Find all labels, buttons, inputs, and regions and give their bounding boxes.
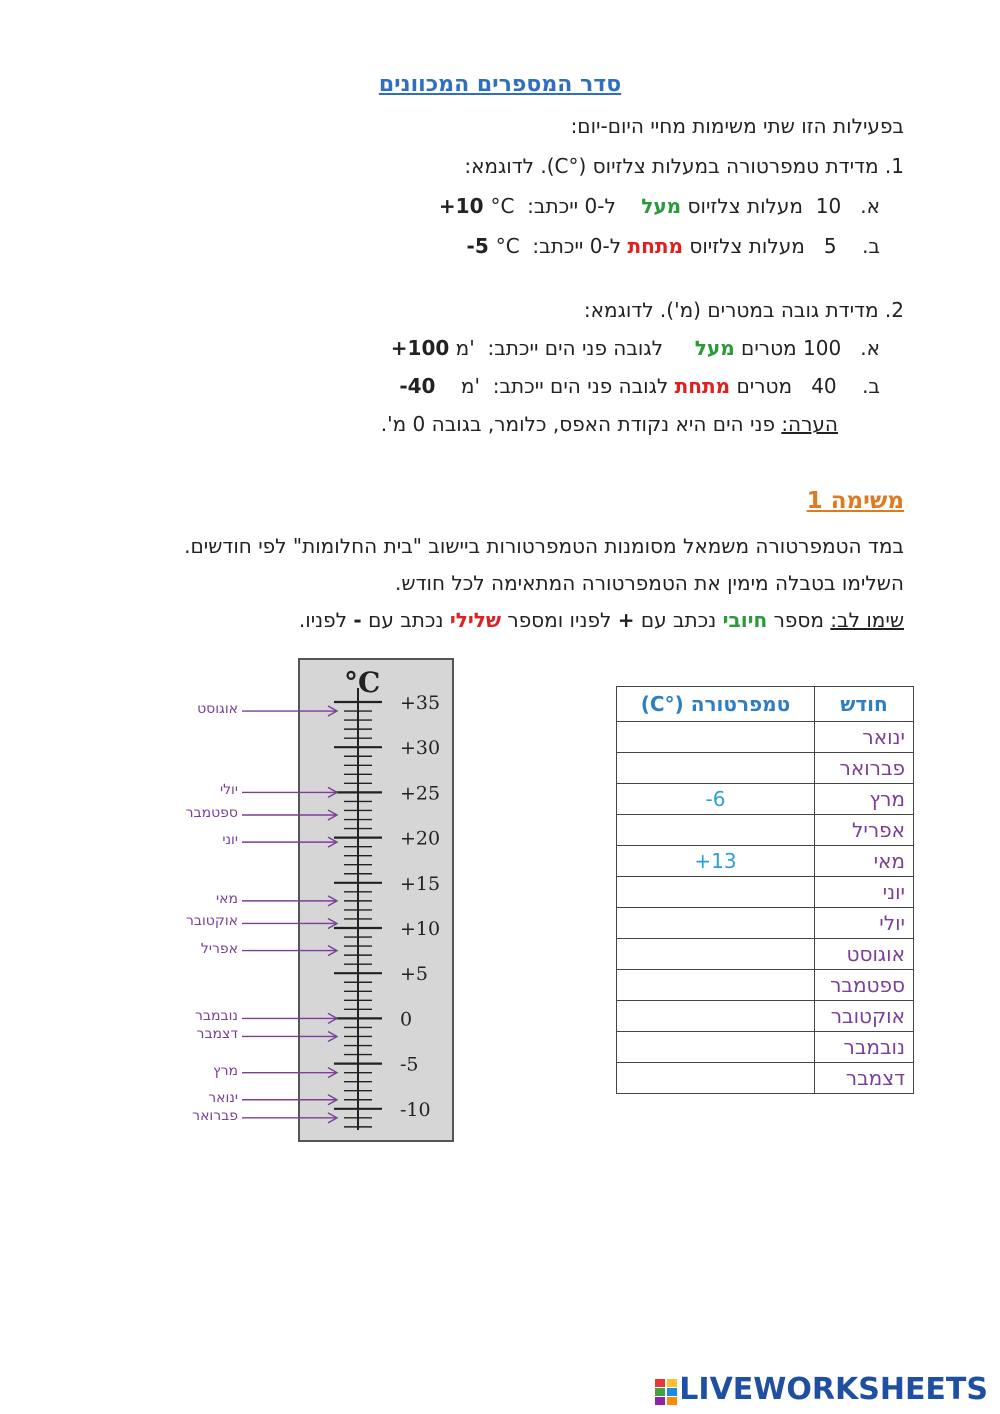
item-1 [464,154,904,178]
item-1a-word: מעל [641,194,682,218]
thermometer-unit: °C [344,666,381,699]
month-label: יוני [222,832,238,849]
item-1b-pre: מעלות צלזיוס [689,234,805,258]
attention-text-4: נכתב עם [368,608,444,632]
item-2-text: מדידת גובה במטרים (מ'). לדוגמא: [583,298,879,322]
task-attention [299,608,904,632]
temperature-value: +13 [694,849,737,873]
table-row [617,877,914,908]
attention-minus: - [353,608,362,632]
table-row [617,846,914,877]
temperature-input-cell[interactable] [617,815,815,846]
temperature-input-cell[interactable] [617,939,815,970]
column-month: חודש [815,687,914,722]
month-label: נובמבר [194,1008,238,1025]
month-label: אוקטובר [186,913,238,930]
temperature-input-cell[interactable] [617,1063,815,1094]
table-row [617,908,914,939]
month-label: מרץ [213,1062,238,1079]
table-row [617,1001,914,1032]
month-label: אפריל [200,940,238,957]
table-row [617,753,914,784]
table-row [617,815,914,846]
attention-plus: + [617,608,635,632]
item-1b-value: -5 °C [466,234,520,258]
item-2a-word: מעל [694,336,735,360]
item-1a-value: +10 °C [438,194,515,218]
item-1b-number: 5 [823,234,837,258]
item-2a [391,336,880,360]
temperature-input-cell[interactable] [617,908,815,939]
item-2a-pre: מטרים [741,336,797,360]
item-2b-word: מתחת [674,374,731,398]
task-line-2: השלימו בטבלה מימין את הטמפרטורה המתאימה לכל חודש. [395,571,904,595]
item-2a-number: 100 [803,336,842,360]
table-row [617,1063,914,1094]
tick-label: 0 [400,1008,413,1031]
item-2b-value: -40 מ' [399,374,481,398]
attention-positive: חיובי [722,608,768,632]
attention-text-3: לפניו ומספר [507,608,612,632]
item-1b [467,234,880,258]
item-1a [439,194,880,218]
item-1b-letter: ב. [862,234,880,258]
temperature-table [616,686,914,1094]
month-cell: מרץ [815,784,914,815]
task-line-1: במד הטמפרטורה משמאל מסומנות הטמפרטורות ביישוב "בית החלומות" לפי חודשים. [184,534,904,558]
table-header-row [617,687,914,722]
note-text: פני הים היא נקודת האפס, כלומר, בגובה 0 מ'. [380,412,775,436]
tick-label: +30 [400,737,441,760]
month-cell: יולי [815,908,914,939]
attention-text-5: לפניו. [298,608,348,632]
month-cell: פברואר [815,753,914,784]
item-2b [399,374,880,398]
month-label: דצמבר [196,1026,238,1043]
page-title: סדר המספרים המכוונים [378,72,622,97]
table-row [617,1032,914,1063]
item-2b-number: 40 [811,374,837,398]
intro-text: בפעילות הזו שתי משימות מחיי היום-יום: [570,114,904,138]
month-label: אוגוסט [197,701,238,718]
item-1b-word: מתחת [627,234,683,258]
note-label: הערה: [781,412,838,436]
month-labels [0,0,300,1414]
month-cell: נובמבר [815,1032,914,1063]
item-1-number: 1. [884,154,904,178]
table-row [617,722,914,753]
item-1b-post: ל-0 ייכתב: [532,234,622,258]
month-cell: אוקטובר [815,1001,914,1032]
month-cell: אפריל [815,815,914,846]
tick-label: -10 [400,1098,431,1121]
tick-label: +20 [400,827,441,850]
tick-label: +25 [400,782,441,805]
attention-text-1: מספר [773,608,824,632]
temperature-input-cell[interactable] [617,846,815,877]
item-2a-value: +100 מ' [390,336,475,360]
temperature-input-cell[interactable] [617,784,815,815]
item-1a-pre: מעלות צלזיוס [687,194,804,218]
month-cell: אוגוסט [815,939,914,970]
table-row [617,784,914,815]
item-2b-post: לגובה פני הים ייכתב: [492,374,669,398]
month-label: מאי [216,890,238,907]
item-2 [584,298,904,322]
attention-label: שימו לב: [830,608,904,632]
task-heading: משימה 1 [806,488,904,514]
month-label: יולי [219,782,238,799]
tick-label: +15 [400,872,441,895]
item-2b-pre: מטרים [736,374,793,398]
item-2-number: 2. [884,298,904,322]
liveworksheets-logo [655,1372,988,1407]
tick-label: -5 [400,1053,419,1076]
tick-label: +10 [400,918,441,940]
attention-text-2: נכתב עם [640,608,717,632]
logo-text: LIVEWORKSHEETS [679,1372,988,1407]
item-1a-post: ל-0 ייכתב: [527,194,616,218]
table-row [617,939,914,970]
month-label: פברואר [192,1107,238,1124]
temperature-input-cell[interactable] [617,970,815,1001]
note [381,412,838,436]
item-2b-letter: ב. [862,374,880,398]
month-cell: ינואר [815,722,914,753]
month-cell: ספטמבר [815,970,914,1001]
month-cell: דצמבר [815,1063,914,1094]
month-label: ספטמבר [185,805,238,821]
temperature-input-cell[interactable] [617,722,815,753]
temperature-input-cell[interactable] [617,1001,815,1032]
temperature-input-cell[interactable] [617,877,815,908]
tick-label: +5 [400,963,429,986]
temperature-value: -6 [705,787,726,811]
item-1a-number: 10 [815,194,842,218]
month-cell: מאי [815,846,914,877]
month-cell: יוני [815,877,914,908]
table-row [617,970,914,1001]
item-2a-letter: א. [860,336,880,360]
item-1-text: מדידת טמפרטורה במעלות צלזיוס (°C). לדוגמא: [464,154,879,178]
column-temperature: טמפרטורה (°C) [617,687,815,722]
attention-negative: שלילי [449,608,502,632]
month-label: ינואר [208,1089,238,1106]
item-1a-letter: א. [860,194,880,218]
tick-label: +35 [400,692,441,714]
temperature-input-cell[interactable] [617,1032,815,1063]
item-2a-post: לגובה פני הים ייכתב: [487,336,663,360]
temperature-input-cell[interactable] [617,753,815,784]
